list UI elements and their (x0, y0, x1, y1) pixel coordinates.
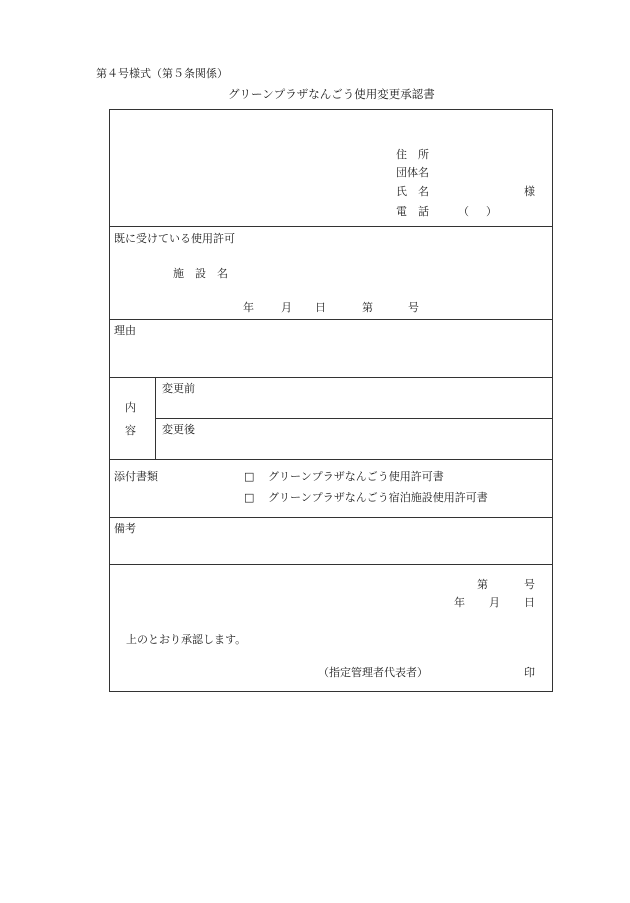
phone-label: 電 話 (396, 205, 429, 218)
attachment-checkbox[interactable]: □ (244, 470, 255, 483)
attachment-item-text: グリーンプラザなんごう宿泊施設使用許可書 (268, 491, 488, 504)
permit-date-month: 月 (281, 301, 292, 314)
remarks-label: 備考 (114, 522, 136, 535)
approval-date-year: 年 (454, 596, 465, 609)
permit-date-day: 日 (315, 301, 326, 314)
existing-permit-label: 既に受けている使用許可 (114, 232, 235, 245)
facility-name-label: 施 設 名 (173, 267, 228, 280)
phone-paren-close: ） (486, 205, 497, 218)
document-title: グリーンプラザなんごう使用変更承認書 (228, 87, 435, 101)
permit-date-year: 年 (243, 301, 254, 314)
approval-statement: 上のとおり承認します。 (126, 633, 247, 646)
honorific-sama: 様 (524, 185, 535, 198)
attachment-item-text: グリーンプラザなんごう使用許可書 (268, 470, 444, 483)
seal-mark: 印 (524, 666, 535, 679)
before-change-label: 変更前 (162, 382, 195, 395)
address-label: 住 所 (396, 148, 429, 161)
permit-number-suffix: 号 (408, 301, 419, 314)
phone-paren-open: （ (458, 205, 469, 218)
approval-number-prefix: 第 (477, 578, 488, 591)
attachment-checkbox[interactable]: □ (244, 491, 255, 504)
after-change-label: 変更後 (162, 423, 195, 436)
permit-number-prefix: 第 (362, 301, 373, 314)
name-label: 氏 名 (396, 185, 429, 198)
group-name-label: 団体名 (396, 166, 429, 179)
content-label-bottom: 容 (125, 424, 136, 437)
approval-number-suffix: 号 (524, 578, 535, 591)
approval-date-day: 日 (524, 596, 535, 609)
approval-date-month: 月 (489, 596, 500, 609)
reason-label: 理由 (114, 324, 136, 337)
attachments-label: 添付書類 (114, 470, 158, 483)
content-label-top: 内 (125, 401, 136, 414)
form-number: 第４号様式（第５条関係） (96, 67, 228, 80)
signer-label: （指定管理者代表者） (318, 666, 428, 679)
